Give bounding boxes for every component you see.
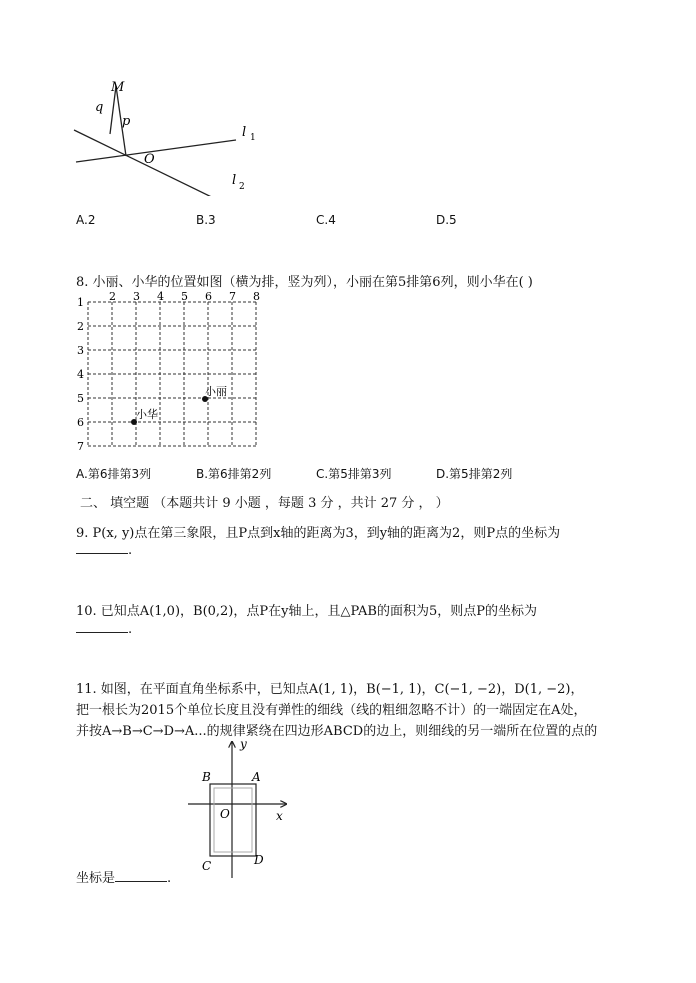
label-x: x bbox=[276, 809, 283, 823]
q8-option-a[interactable]: A.第6排第3列 bbox=[76, 467, 152, 481]
q11-line-3: 并按A→B→C→D→A...的规律紧绕在四边形ABCD的边上，则细线的另一端所在位置的点的 bbox=[76, 724, 598, 739]
label-l1-sub: 1 bbox=[250, 133, 256, 143]
q7-option-c[interactable]: C.4 bbox=[316, 213, 336, 227]
seat-grid-figure bbox=[76, 290, 266, 450]
col-label: 8 bbox=[253, 290, 260, 303]
xiaohua-label: 小华 bbox=[136, 408, 158, 421]
angle-figure bbox=[70, 78, 270, 196]
label-l2: l bbox=[232, 173, 237, 188]
label-q: q bbox=[95, 100, 104, 115]
q10-blank[interactable] bbox=[76, 620, 128, 633]
q8-text: 8. 小丽、小华的位置如图（横为排，竖为列），小丽在第5排第6列，则小华在( ) bbox=[76, 275, 533, 290]
q9-answer-line[interactable] bbox=[76, 541, 132, 558]
q9-blank[interactable] bbox=[76, 541, 128, 554]
coordinate-figure bbox=[188, 736, 296, 880]
label-a: A bbox=[252, 770, 261, 784]
col-label: 7 bbox=[229, 290, 236, 303]
label-y: y bbox=[240, 737, 247, 751]
q10-answer-line[interactable] bbox=[76, 620, 132, 637]
rectangle-abcd bbox=[210, 784, 256, 856]
q11-blank[interactable] bbox=[115, 869, 167, 882]
label-d: D bbox=[254, 853, 264, 867]
row-label: 7 bbox=[77, 440, 84, 450]
row-label: 2 bbox=[77, 320, 84, 333]
label-c: C bbox=[202, 859, 212, 873]
q11-line-4: 坐标是 bbox=[76, 871, 116, 886]
row-label: 1 bbox=[77, 296, 84, 309]
label-l2-sub: 2 bbox=[239, 182, 245, 192]
col-label: 4 bbox=[157, 290, 164, 303]
q8-option-b[interactable]: B.第6排第2列 bbox=[196, 467, 272, 481]
q11-line-2: 把一根长为2015个单位长度且没有弹性的细线（线的粗细忽略不计）的一端固定在A处， bbox=[76, 703, 587, 718]
q10-text: 10. 已知点A(1,0)，B(0,2)，点P在y轴上，且△PAB的面积为5，则点P的坐标为 bbox=[76, 604, 537, 619]
col-label: 6 bbox=[205, 290, 212, 303]
col-label: 2 bbox=[109, 290, 116, 303]
label-m: M bbox=[111, 80, 125, 95]
col-label: 3 bbox=[133, 290, 140, 303]
label-b: B bbox=[202, 770, 211, 784]
q7-option-a[interactable]: A.2 bbox=[76, 213, 96, 227]
q11-answer-line[interactable] bbox=[76, 867, 171, 886]
row-label: 4 bbox=[77, 368, 84, 381]
label-p: p bbox=[122, 114, 131, 129]
q9-text: 9. P(x, y)点在第三象限，且P点到x轴的距离为3，到y轴的距离为2，则P点的坐标为 bbox=[76, 526, 561, 541]
q10-period: . bbox=[128, 622, 133, 637]
q11-line-1: 11. 如图，在平面直角坐标系中，已知点A(1, 1)，B(−1, 1)，C(−1, −2)，D(1, −2)， bbox=[76, 682, 584, 697]
q9-period: . bbox=[128, 543, 133, 558]
label-o: O bbox=[220, 807, 230, 821]
q7-option-d[interactable]: D.5 bbox=[436, 213, 457, 227]
xiaoli-label: 小丽 bbox=[205, 385, 227, 398]
q8-option-c[interactable]: C.第5排第3列 bbox=[316, 467, 392, 481]
row-label: 5 bbox=[77, 392, 84, 405]
row-label: 3 bbox=[77, 344, 84, 357]
row-label: 6 bbox=[77, 416, 84, 429]
section-heading: 二、 填空题 （本题共计 9 小题 ，每题 3 分 ，共计 27 分 ， ） bbox=[80, 496, 449, 511]
col-label: 5 bbox=[181, 290, 188, 303]
label-l1: l bbox=[242, 125, 247, 140]
q11-period: . bbox=[167, 871, 172, 886]
q7-option-b[interactable]: B.3 bbox=[196, 213, 216, 227]
q8-option-d[interactable]: D.第5排第2列 bbox=[436, 467, 513, 481]
label-o: O bbox=[144, 152, 155, 167]
